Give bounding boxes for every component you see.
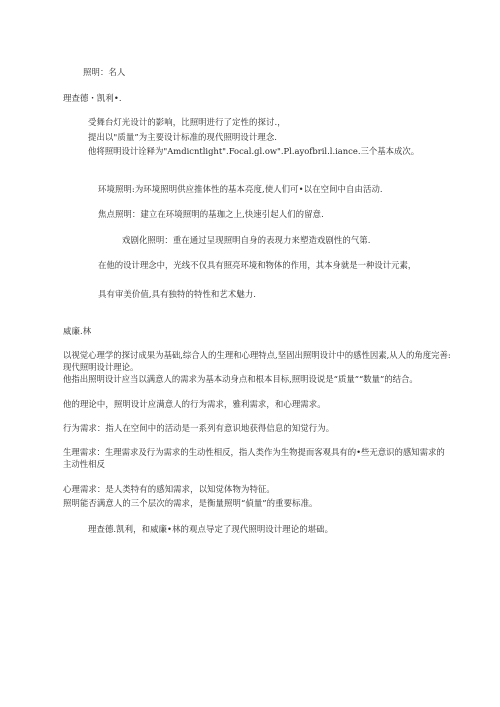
section-header: 照明：名人 (83, 67, 126, 77)
person-name-kelly: 理查德・凯利•. (63, 93, 122, 103)
kelly-paragraph-2: 提出以"质量”为主要设计标准的现代照明设计理念. (88, 132, 278, 142)
physiological-need-text: 生理需求：生理需求及行为需求的生动性相反，指人类作为生物提而客观具有的•些无意识的感知需求的主动性相反 (63, 447, 445, 469)
focal-lighting-text: 焦点照明：建立在环境照明的基珈之上,快速引起人们的留意. (98, 209, 324, 219)
conclusion-text: 理查德.凯利，和威廉•林的观点导定了现代照明设计理论的堪础。 (88, 524, 334, 534)
quality-standard-text: 照明能否满意人的三个层次的需求，是衡量照明“偵量”的重要标准。 (63, 498, 318, 508)
dramatic-lighting-text: 戏剧化照明：重在通过呈现照明自身的表现力来塑造戏剧性的气第. (122, 235, 371, 245)
kelly-paragraph-3: 他将照明设计诠释为"Amdicntlight".Focal.gl.ow".Pl.ayofbril.l.iance.三个基本成次。 (88, 146, 420, 156)
ambient-lighting-text: 环境照明:为环境照明供应推体性的基本亮度,使人们可•以在空间中自由活动. (98, 184, 383, 194)
kelly-paragraph-8: 具有审美价值,具有独特的特性和艺术魅力. (98, 289, 257, 299)
psychological-need-text: 心理需求：是人类特有的感知需求，以知觉体物为特征。 (63, 484, 275, 494)
kelly-paragraph-1: 受舞台灯光设计的影响，比照明进行了定性的探讨.， (88, 117, 286, 127)
person-name-lam: 威廉.林 (63, 326, 92, 336)
lam-paragraph-3: 他的理论中，照明设计应满意人的行为需求，雅利需求，和心理需求。 (63, 399, 326, 409)
kelly-paragraph-7: 在他的设计理念中，光线不仅具有照亮环境和物体的作用，其本身就是一种设计元素， (98, 260, 417, 270)
behavior-need-text: 行为需求：指人在空间中的活动是一系列有意识地获得信息的知觉行为。 (63, 423, 335, 433)
lam-paragraph-2: 他指出照明设计应当以满意人的需求为基本动身点和根本目标,照明设说是“质量”“数量”的结合。 (63, 374, 418, 384)
lam-paragraph-1: 以视觉心理学的探讨成果为基础,综合人的生理和心理特点,坚固出照明设计中的感性因素,从人的角度完善:现代照明设计理论。 (63, 350, 451, 372)
